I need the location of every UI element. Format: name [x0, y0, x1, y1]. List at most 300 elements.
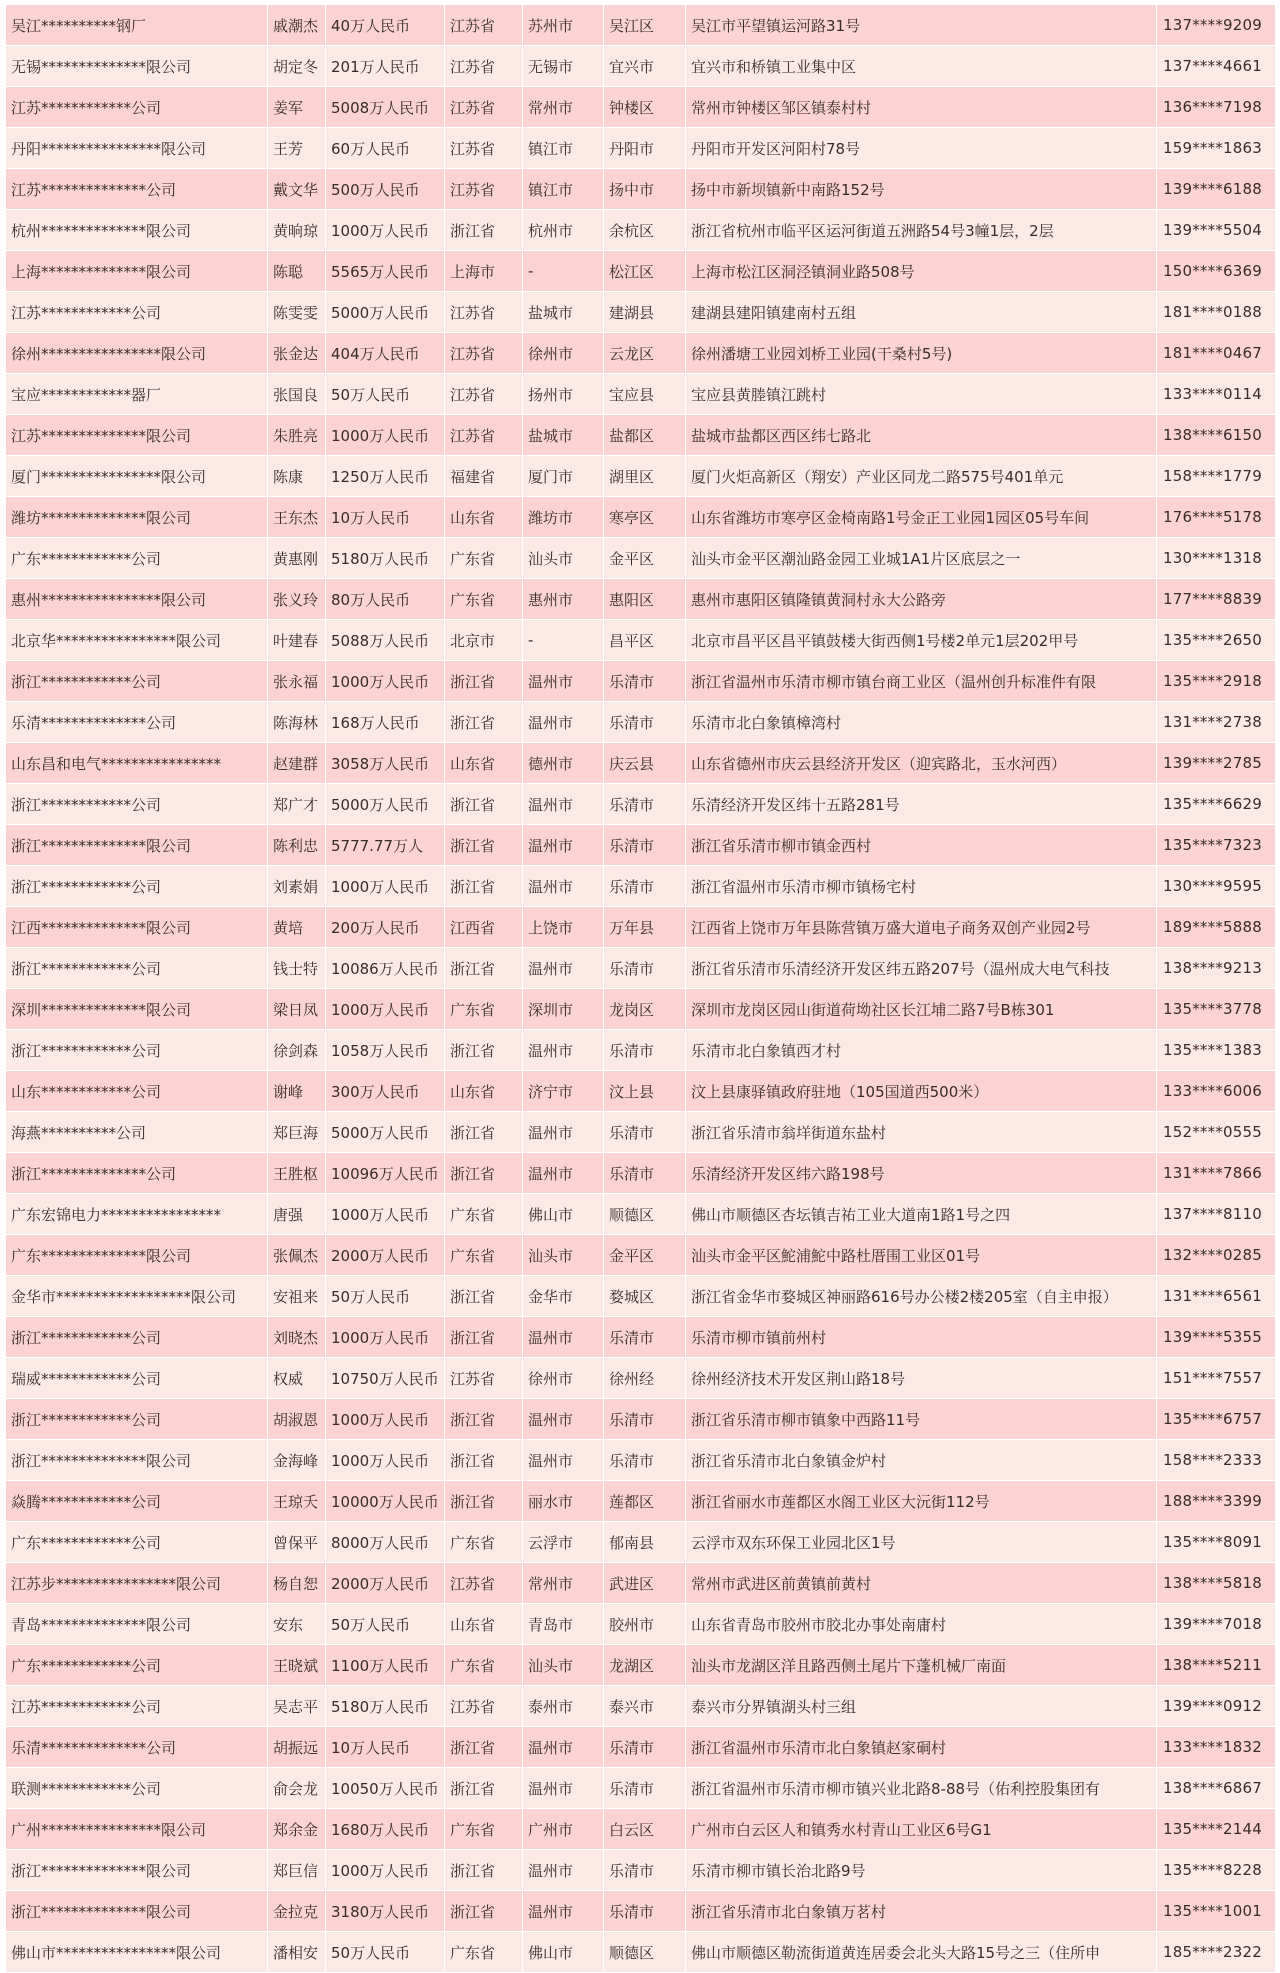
- city-cell: 温州市: [523, 1030, 604, 1071]
- address-cell: 佛山市顺德区杏坛镇吉祐工业大道南1路1号之四: [686, 1194, 1157, 1235]
- table-row: [6, 1276, 1276, 1317]
- registered-capital-cell: 10万人民币: [326, 497, 445, 538]
- table-row: [6, 1645, 1276, 1686]
- address-cell: 浙江省温州市乐清市北白象镇赵家硐村: [686, 1727, 1157, 1768]
- registered-capital-cell: 200万人民币: [326, 907, 445, 948]
- province-cell: 浙江省: [445, 1727, 523, 1768]
- city-cell: 汕头市: [523, 1645, 604, 1686]
- table-row: [6, 1850, 1276, 1891]
- city-cell: 苏州市: [523, 5, 604, 46]
- address-cell: 乐清经济开发区纬六路198号: [686, 1153, 1157, 1194]
- city-cell: 徐州市: [523, 1358, 604, 1399]
- district-cell: 乐清市: [604, 784, 686, 825]
- registered-capital-cell: 40万人民币: [326, 5, 445, 46]
- city-cell: 温州市: [523, 866, 604, 907]
- province-cell: 浙江省: [445, 1481, 523, 1522]
- province-cell: 浙江省: [445, 1276, 523, 1317]
- district-cell: 余杭区: [604, 210, 686, 251]
- company-name-cell: 徐州****************限公司: [6, 333, 268, 374]
- city-cell: 深圳市: [523, 989, 604, 1030]
- city-cell: 温州市: [523, 1727, 604, 1768]
- company-name-cell: 浙江**************限公司: [6, 1850, 268, 1891]
- contact-cell: 陈海林: [268, 702, 326, 743]
- company-name-cell: 浙江**************公司: [6, 1153, 268, 1194]
- contact-cell: 黄惠刚: [268, 538, 326, 579]
- city-cell: 盐城市: [523, 415, 604, 456]
- province-cell: 江苏省: [445, 1358, 523, 1399]
- district-cell: 宝应县: [604, 374, 686, 415]
- company-name-cell: 江西**************限公司: [6, 907, 268, 948]
- table-row: [6, 702, 1276, 743]
- contact-cell: 权威: [268, 1358, 326, 1399]
- registered-capital-cell: 1000万人民币: [326, 415, 445, 456]
- district-cell: 惠阳区: [604, 579, 686, 620]
- registered-capital-cell: 5000万人民币: [326, 784, 445, 825]
- province-cell: 浙江省: [445, 1891, 523, 1932]
- province-cell: 浙江省: [445, 702, 523, 743]
- phone-cell: 181****0467: [1157, 333, 1276, 374]
- district-cell: 湖里区: [604, 456, 686, 497]
- registered-capital-cell: 168万人民币: [326, 702, 445, 743]
- city-cell: 潍坊市: [523, 497, 604, 538]
- address-cell: 浙江省丽水市莲都区水阁工业区大沅街112号: [686, 1481, 1157, 1522]
- district-cell: 汶上县: [604, 1071, 686, 1112]
- phone-cell: 137****9209: [1157, 5, 1276, 46]
- company-name-cell: 浙江**************限公司: [6, 1440, 268, 1481]
- table-row: [6, 1727, 1276, 1768]
- address-cell: 丹阳市开发区河阳村78号: [686, 128, 1157, 169]
- address-cell: 汶上县康驿镇政府驻地（105国道西500米）: [686, 1071, 1157, 1112]
- address-cell: 浙江省杭州市临平区运河街道五洲路54号3幢1层，2层: [686, 210, 1157, 251]
- address-cell: 浙江省乐清市北白象镇金炉村: [686, 1440, 1157, 1481]
- contact-cell: 张金达: [268, 333, 326, 374]
- registered-capital-cell: 1000万人民币: [326, 989, 445, 1030]
- district-cell: 万年县: [604, 907, 686, 948]
- province-cell: 江苏省: [445, 1563, 523, 1604]
- registered-capital-cell: 10096万人民币: [326, 1153, 445, 1194]
- table-row: [6, 1481, 1276, 1522]
- district-cell: 金平区: [604, 538, 686, 579]
- city-cell: 泰州市: [523, 1686, 604, 1727]
- address-cell: 佛山市顺德区勒流街道黄连居委会北头大路15号之三（住所申: [686, 1932, 1157, 1973]
- phone-cell: 138****6867: [1157, 1768, 1276, 1809]
- contact-cell: 戚潮杰: [268, 5, 326, 46]
- province-cell: 浙江省: [445, 948, 523, 989]
- district-cell: 白云区: [604, 1809, 686, 1850]
- registered-capital-cell: 50万人民币: [326, 1604, 445, 1645]
- phone-cell: 137****8110: [1157, 1194, 1276, 1235]
- province-cell: 山东省: [445, 497, 523, 538]
- company-name-cell: 山东************公司: [6, 1071, 268, 1112]
- city-cell: 佛山市: [523, 1194, 604, 1235]
- registered-capital-cell: 1000万人民币: [326, 1850, 445, 1891]
- city-cell: 扬州市: [523, 374, 604, 415]
- province-cell: 江苏省: [445, 374, 523, 415]
- contact-cell: 陈利忠: [268, 825, 326, 866]
- city-cell: 上饶市: [523, 907, 604, 948]
- contact-cell: 刘晓杰: [268, 1317, 326, 1358]
- registered-capital-cell: 10086万人民币: [326, 948, 445, 989]
- phone-cell: 181****0188: [1157, 292, 1276, 333]
- registered-capital-cell: 1000万人民币: [326, 210, 445, 251]
- table-row: [6, 1399, 1276, 1440]
- contact-cell: 谢峰: [268, 1071, 326, 1112]
- district-cell: 建湖县: [604, 292, 686, 333]
- company-name-cell: 江苏**************公司: [6, 169, 268, 210]
- address-cell: 徐州潘塘工业园刘桥工业园(干桑村5号): [686, 333, 1157, 374]
- phone-cell: 130****9595: [1157, 866, 1276, 907]
- table-row: [6, 374, 1276, 415]
- phone-cell: 150****6369: [1157, 251, 1276, 292]
- company-name-cell: 浙江************公司: [6, 784, 268, 825]
- company-name-cell: 杭州**************限公司: [6, 210, 268, 251]
- contact-cell: 王芳: [268, 128, 326, 169]
- province-cell: 浙江省: [445, 1768, 523, 1809]
- city-cell: -: [523, 251, 604, 292]
- company-name-cell: 浙江************公司: [6, 1399, 268, 1440]
- contact-cell: 郑巨信: [268, 1850, 326, 1891]
- company-name-cell: 乐清**************公司: [6, 1727, 268, 1768]
- table-row: [6, 907, 1276, 948]
- phone-cell: 135****8228: [1157, 1850, 1276, 1891]
- company-name-cell: 浙江**************限公司: [6, 1891, 268, 1932]
- company-name-cell: 浙江************公司: [6, 1317, 268, 1358]
- district-cell: 婺城区: [604, 1276, 686, 1317]
- city-cell: 温州市: [523, 1153, 604, 1194]
- registered-capital-cell: 50万人民币: [326, 1932, 445, 1973]
- phone-cell: 138****5818: [1157, 1563, 1276, 1604]
- company-name-cell: 浙江************公司: [6, 1030, 268, 1071]
- city-cell: 惠州市: [523, 579, 604, 620]
- district-cell: 乐清市: [604, 866, 686, 907]
- contact-cell: 刘素娟: [268, 866, 326, 907]
- city-cell: 汕头市: [523, 538, 604, 579]
- city-cell: 温州市: [523, 1850, 604, 1891]
- company-name-cell: 海燕**********公司: [6, 1112, 268, 1153]
- phone-cell: 138****5211: [1157, 1645, 1276, 1686]
- phone-cell: 188****3399: [1157, 1481, 1276, 1522]
- address-cell: 建湖县建阳镇建南村五组: [686, 292, 1157, 333]
- city-cell: -: [523, 620, 604, 661]
- registered-capital-cell: 3058万人民币: [326, 743, 445, 784]
- contact-cell: 王胜枢: [268, 1153, 326, 1194]
- table-row: [6, 1440, 1276, 1481]
- phone-cell: 133****0114: [1157, 374, 1276, 415]
- table-row: [6, 1932, 1276, 1973]
- phone-cell: 135****2144: [1157, 1809, 1276, 1850]
- phone-cell: 139****2785: [1157, 743, 1276, 784]
- district-cell: 顺德区: [604, 1194, 686, 1235]
- address-cell: 浙江省温州市乐清市柳市镇台商工业区（温州创升标准件有限: [686, 661, 1157, 702]
- address-cell: 盐城市盐都区西区纬七路北: [686, 415, 1157, 456]
- address-cell: 乐清经济开发区纬十五路281号: [686, 784, 1157, 825]
- table-row: [6, 1317, 1276, 1358]
- province-cell: 浙江省: [445, 784, 523, 825]
- address-cell: 浙江省乐清市柳市镇象中西路11号: [686, 1399, 1157, 1440]
- contact-cell: 曾保平: [268, 1522, 326, 1563]
- contact-cell: 朱胜亮: [268, 415, 326, 456]
- contact-cell: 张国良: [268, 374, 326, 415]
- phone-cell: 135****8091: [1157, 1522, 1276, 1563]
- address-cell: 泰兴市分界镇湖头村三组: [686, 1686, 1157, 1727]
- phone-cell: 139****5355: [1157, 1317, 1276, 1358]
- contact-cell: 王琼夭: [268, 1481, 326, 1522]
- district-cell: 胶州市: [604, 1604, 686, 1645]
- address-cell: 扬中市新坝镇新中南路152号: [686, 169, 1157, 210]
- district-cell: 徐州经: [604, 1358, 686, 1399]
- company-name-cell: 广东************公司: [6, 538, 268, 579]
- contact-cell: 王东杰: [268, 497, 326, 538]
- district-cell: 乐清市: [604, 661, 686, 702]
- registered-capital-cell: 10万人民币: [326, 1727, 445, 1768]
- registered-capital-cell: 2000万人民币: [326, 1563, 445, 1604]
- registered-capital-cell: 10050万人民币: [326, 1768, 445, 1809]
- company-name-cell: 金华市******************限公司: [6, 1276, 268, 1317]
- city-cell: 温州市: [523, 661, 604, 702]
- city-cell: 温州市: [523, 948, 604, 989]
- registered-capital-cell: 201万人民币: [326, 46, 445, 87]
- table-row: [6, 948, 1276, 989]
- company-name-cell: 江苏************公司: [6, 292, 268, 333]
- contact-cell: 胡定冬: [268, 46, 326, 87]
- table-row: [6, 579, 1276, 620]
- city-cell: 盐城市: [523, 292, 604, 333]
- province-cell: 广东省: [445, 538, 523, 579]
- registered-capital-cell: 1000万人民币: [326, 1440, 445, 1481]
- contact-cell: 潘相安: [268, 1932, 326, 1973]
- district-cell: 松江区: [604, 251, 686, 292]
- table-row: [6, 1194, 1276, 1235]
- registered-capital-cell: 80万人民币: [326, 579, 445, 620]
- province-cell: 江苏省: [445, 5, 523, 46]
- table-row: [6, 456, 1276, 497]
- district-cell: 乐清市: [604, 1030, 686, 1071]
- company-name-cell: 江苏************公司: [6, 87, 268, 128]
- province-cell: 广东省: [445, 1522, 523, 1563]
- city-cell: 常州市: [523, 1563, 604, 1604]
- contact-cell: 黄培: [268, 907, 326, 948]
- contact-cell: 郑余金: [268, 1809, 326, 1850]
- phone-cell: 135****1383: [1157, 1030, 1276, 1071]
- registered-capital-cell: 1100万人民币: [326, 1645, 445, 1686]
- company-name-cell: 潍坊**************限公司: [6, 497, 268, 538]
- province-cell: 浙江省: [445, 1317, 523, 1358]
- company-name-cell: 佛山市****************限公司: [6, 1932, 268, 1973]
- address-cell: 山东省青岛市胶州市胶北办事处南庸村: [686, 1604, 1157, 1645]
- registered-capital-cell: 1000万人民币: [326, 1399, 445, 1440]
- table-row: [6, 866, 1276, 907]
- province-cell: 广东省: [445, 1194, 523, 1235]
- table-row: [6, 1809, 1276, 1850]
- province-cell: 浙江省: [445, 1850, 523, 1891]
- contact-cell: 郑广才: [268, 784, 326, 825]
- district-cell: 盐都区: [604, 415, 686, 456]
- company-name-cell: 深圳**************限公司: [6, 989, 268, 1030]
- address-cell: 宜兴市和桥镇工业集中区: [686, 46, 1157, 87]
- company-name-cell: 广州****************限公司: [6, 1809, 268, 1850]
- registered-capital-cell: 300万人民币: [326, 1071, 445, 1112]
- contact-cell: 陈康: [268, 456, 326, 497]
- city-cell: 镇江市: [523, 169, 604, 210]
- province-cell: 山东省: [445, 1604, 523, 1645]
- contact-cell: 郑巨海: [268, 1112, 326, 1153]
- registered-capital-cell: 5180万人民币: [326, 1686, 445, 1727]
- province-cell: 江苏省: [445, 169, 523, 210]
- company-name-cell: 宝应************器厂: [6, 374, 268, 415]
- district-cell: 顺德区: [604, 1932, 686, 1973]
- registered-capital-cell: 1058万人民币: [326, 1030, 445, 1071]
- contact-cell: 金海峰: [268, 1440, 326, 1481]
- district-cell: 吴江区: [604, 5, 686, 46]
- company-name-cell: 丹阳****************限公司: [6, 128, 268, 169]
- province-cell: 江西省: [445, 907, 523, 948]
- province-cell: 浙江省: [445, 866, 523, 907]
- phone-cell: 136****7198: [1157, 87, 1276, 128]
- province-cell: 江苏省: [445, 333, 523, 374]
- address-cell: 浙江省温州市乐清市柳市镇兴业北路8-88号（佑利控股集团有: [686, 1768, 1157, 1809]
- contact-cell: 张义玲: [268, 579, 326, 620]
- contact-cell: 钱士特: [268, 948, 326, 989]
- company-name-cell: 惠州****************限公司: [6, 579, 268, 620]
- district-cell: 乐清市: [604, 1112, 686, 1153]
- contact-cell: 张永福: [268, 661, 326, 702]
- registered-capital-cell: 60万人民币: [326, 128, 445, 169]
- address-cell: 乐清市柳市镇前州村: [686, 1317, 1157, 1358]
- address-cell: 汕头市金平区鮀浦鮀中路杜厝围工业区01号: [686, 1235, 1157, 1276]
- address-cell: 北京市昌平区昌平镇鼓楼大街西侧1号楼2单元1层202甲号: [686, 620, 1157, 661]
- address-cell: 深圳市龙岗区园山街道荷坳社区长江埔二路7号B栋301: [686, 989, 1157, 1030]
- district-cell: 昌平区: [604, 620, 686, 661]
- city-cell: 金华市: [523, 1276, 604, 1317]
- table-row: [6, 497, 1276, 538]
- contact-cell: 戴文华: [268, 169, 326, 210]
- table-row: [6, 210, 1276, 251]
- district-cell: 乐清市: [604, 1768, 686, 1809]
- registered-capital-cell: 5008万人民币: [326, 87, 445, 128]
- address-cell: 浙江省金华市婺城区神丽路616号办公楼2楼205室（自主申报）: [686, 1276, 1157, 1317]
- phone-cell: 135****3778: [1157, 989, 1276, 1030]
- phone-cell: 177****8839: [1157, 579, 1276, 620]
- contact-cell: 赵建群: [268, 743, 326, 784]
- registered-capital-cell: 1000万人民币: [326, 1194, 445, 1235]
- district-cell: 泰兴市: [604, 1686, 686, 1727]
- phone-cell: 133****6006: [1157, 1071, 1276, 1112]
- city-cell: 常州市: [523, 87, 604, 128]
- table-row: [6, 292, 1276, 333]
- registered-capital-cell: 5088万人民币: [326, 620, 445, 661]
- table-row: [6, 1153, 1276, 1194]
- contact-cell: 俞会龙: [268, 1768, 326, 1809]
- phone-cell: 151****7557: [1157, 1358, 1276, 1399]
- phone-cell: 185****2322: [1157, 1932, 1276, 1973]
- phone-cell: 189****5888: [1157, 907, 1276, 948]
- district-cell: 乐清市: [604, 1727, 686, 1768]
- registered-capital-cell: 10000万人民币: [326, 1481, 445, 1522]
- phone-cell: 138****9213: [1157, 948, 1276, 989]
- province-cell: 山东省: [445, 743, 523, 784]
- table-row: [6, 1112, 1276, 1153]
- province-cell: 江苏省: [445, 415, 523, 456]
- district-cell: 乐清市: [604, 1850, 686, 1891]
- province-cell: 浙江省: [445, 1440, 523, 1481]
- phone-cell: 135****6629: [1157, 784, 1276, 825]
- company-name-cell: 上海**************限公司: [6, 251, 268, 292]
- phone-cell: 132****0285: [1157, 1235, 1276, 1276]
- contact-cell: 胡淑恩: [268, 1399, 326, 1440]
- province-cell: 北京市: [445, 620, 523, 661]
- address-cell: 宝应县黄塍镇江跳村: [686, 374, 1157, 415]
- address-cell: 汕头市金平区潮汕路金园工业城1A1片区底层之一: [686, 538, 1157, 579]
- phone-cell: 159****1863: [1157, 128, 1276, 169]
- table-row: [6, 169, 1276, 210]
- phone-cell: 135****7323: [1157, 825, 1276, 866]
- district-cell: 武进区: [604, 1563, 686, 1604]
- registered-capital-cell: 50万人民币: [326, 374, 445, 415]
- phone-cell: 131****7866: [1157, 1153, 1276, 1194]
- district-cell: 钟楼区: [604, 87, 686, 128]
- district-cell: 乐清市: [604, 1153, 686, 1194]
- table-row: [6, 1030, 1276, 1071]
- table-row: [6, 1358, 1276, 1399]
- company-name-cell: 浙江**************限公司: [6, 825, 268, 866]
- registered-capital-cell: 8000万人民币: [326, 1522, 445, 1563]
- contact-cell: 唐强: [268, 1194, 326, 1235]
- contact-cell: 安祖来: [268, 1276, 326, 1317]
- phone-cell: 138****6150: [1157, 415, 1276, 456]
- city-cell: 杭州市: [523, 210, 604, 251]
- table-row: [6, 620, 1276, 661]
- province-cell: 浙江省: [445, 825, 523, 866]
- registered-capital-cell: 1000万人民币: [326, 866, 445, 907]
- address-cell: 常州市武进区前黄镇前黄村: [686, 1563, 1157, 1604]
- district-cell: 宜兴市: [604, 46, 686, 87]
- company-name-cell: 广东宏锦电力****************: [6, 1194, 268, 1235]
- registered-capital-cell: 5565万人民币: [326, 251, 445, 292]
- registered-capital-cell: 5777.77万人: [326, 825, 445, 866]
- table-row: [6, 538, 1276, 579]
- address-cell: 上海市松江区洞泾镇洞业路508号: [686, 251, 1157, 292]
- province-cell: 广东省: [445, 1235, 523, 1276]
- table-row: [6, 5, 1276, 46]
- address-cell: 乐清市柳市镇长治北路9号: [686, 1850, 1157, 1891]
- contact-cell: 杨自恕: [268, 1563, 326, 1604]
- district-cell: 寒亭区: [604, 497, 686, 538]
- city-cell: 温州市: [523, 825, 604, 866]
- province-cell: 浙江省: [445, 1112, 523, 1153]
- company-name-cell: 北京华****************限公司: [6, 620, 268, 661]
- city-cell: 温州市: [523, 1399, 604, 1440]
- company-name-cell: 厦门****************限公司: [6, 456, 268, 497]
- table-row: [6, 1522, 1276, 1563]
- district-cell: 乐清市: [604, 1440, 686, 1481]
- province-cell: 浙江省: [445, 1030, 523, 1071]
- phone-cell: 135****2650: [1157, 620, 1276, 661]
- contact-cell: 徐剑森: [268, 1030, 326, 1071]
- company-name-cell: 浙江************公司: [6, 866, 268, 907]
- contact-cell: 叶建春: [268, 620, 326, 661]
- phone-cell: 135****6757: [1157, 1399, 1276, 1440]
- address-cell: 浙江省乐清市北白象镇万茗村: [686, 1891, 1157, 1932]
- company-name-cell: 乐清**************公司: [6, 702, 268, 743]
- district-cell: 乐清市: [604, 1891, 686, 1932]
- city-cell: 厦门市: [523, 456, 604, 497]
- province-cell: 广东省: [445, 1645, 523, 1686]
- company-name-cell: 浙江************公司: [6, 948, 268, 989]
- phone-cell: 176****5178: [1157, 497, 1276, 538]
- phone-cell: 152****0555: [1157, 1112, 1276, 1153]
- contact-cell: 姜军: [268, 87, 326, 128]
- table-row: [6, 87, 1276, 128]
